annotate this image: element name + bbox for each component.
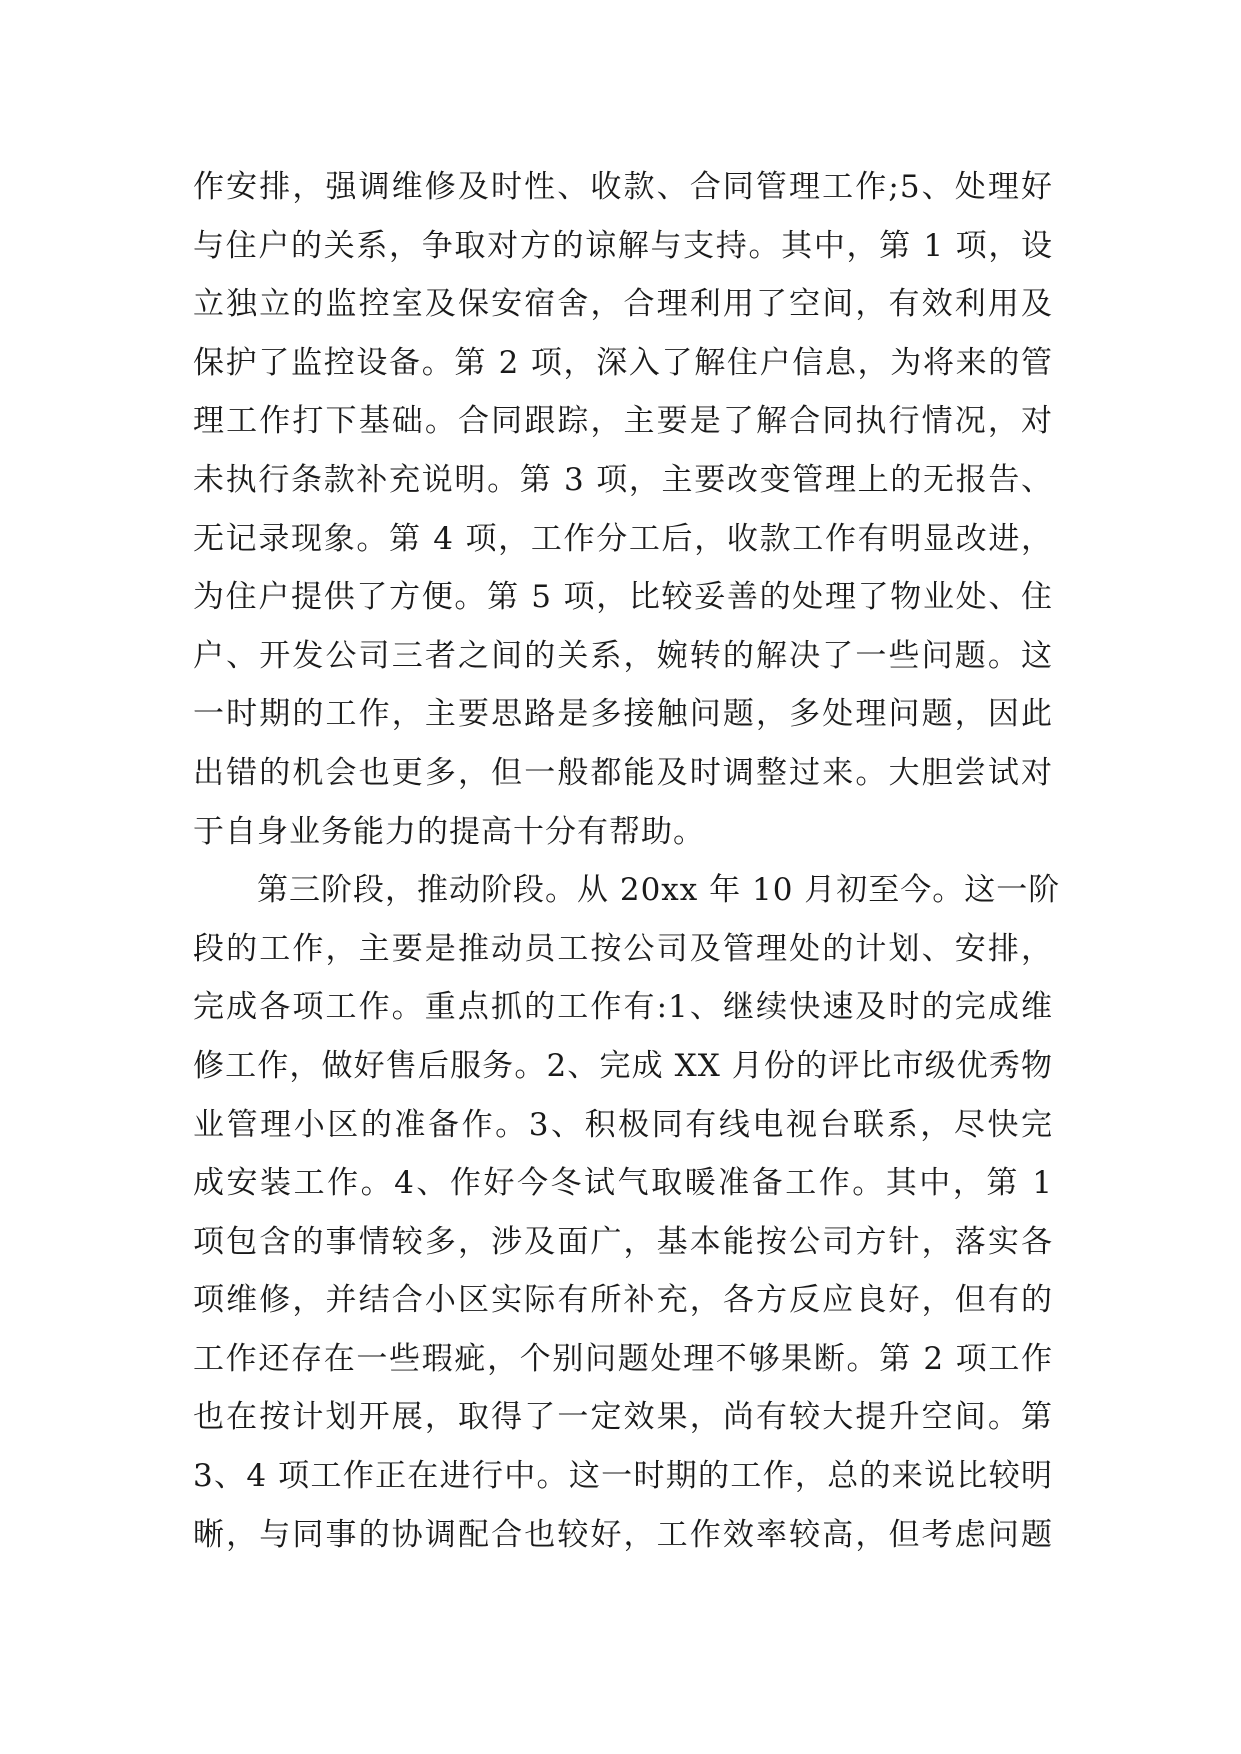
- text-line: 为住户提供了方便。第 5 项，比较妥善的处理了物业处、住: [193, 579, 1053, 616]
- text-line: 工作还存在一些瑕疵，个别问题处理不够果断。第 2 项工作: [193, 1340, 1053, 1377]
- body-text: [193, 158, 1061, 1564]
- text-line: 立独立的监控室及保安宿舍，合理利用了空间，有效利用及: [193, 286, 1053, 323]
- text-line: 户、开发公司三者之间的关系，婉转的解决了一些问题。这: [193, 637, 1053, 674]
- text-line: 3、4 项工作正在进行中。这一时期的工作，总的来说比较明: [193, 1458, 1053, 1495]
- text-line: 保护了监控设备。第 2 项，深入了解住户信息，为将来的管: [193, 344, 1053, 381]
- text-line: 项包含的事情较多，涉及面广，基本能按公司方针，落实各: [193, 1223, 1053, 1260]
- text-line: 无记录现象。第 4 项，工作分工后，收款工作有明显改进，: [193, 520, 1053, 557]
- text-line: 一时期的工作，主要思路是多接触问题，多处理问题，因此: [193, 696, 1053, 733]
- text-line: 成安装工作。4、作好今冬试气取暖准备工作。其中，第 1: [193, 1165, 1053, 1202]
- text-line: 完成各项工作。重点抓的工作有:1、继续快速及时的完成维: [193, 989, 1053, 1026]
- text-line: 理工作打下基础。合同跟踪，主要是了解合同执行情况，对: [193, 403, 1053, 440]
- paragraph-first-line: 第三阶段，推动阶段。从 20xx 年 10 月初至今。这一阶: [257, 872, 1061, 909]
- text-line: 未执行条款补充说明。第 3 项，主要改变管理上的无报告、: [193, 461, 1053, 498]
- text-line: 修工作，做好售后服务。2、完成 XX 月份的评比市级优秀物: [193, 1047, 1053, 1084]
- text-line: 出错的机会也更多，但一般都能及时调整过来。大胆尝试对: [193, 754, 1053, 791]
- text-line: 与住户的关系，争取对方的谅解与支持。其中，第 1 项，设: [193, 227, 1053, 264]
- text-line: 作安排，强调维修及时性、收款、合同管理工作;5、处理好: [193, 169, 1053, 205]
- text-line: 项维修，并结合小区实际有所补充，各方反应良好，但有的: [193, 1282, 1053, 1319]
- text-line: 晰，与同事的协调配合也较好，工作效率较高，但考虑问题: [193, 1516, 1053, 1553]
- text-line: 段的工作，主要是推动员工按公司及管理处的计划、安排，: [193, 930, 1053, 967]
- text-line: 于自身业务能力的提高十分有帮助。: [193, 813, 705, 850]
- text-line: 业管理小区的准备作。3、积极同有线电视台联系，尽快完: [193, 1106, 1053, 1143]
- text-line: 也在按计划开展，取得了一定效果，尚有较大提升空间。第: [193, 1399, 1053, 1436]
